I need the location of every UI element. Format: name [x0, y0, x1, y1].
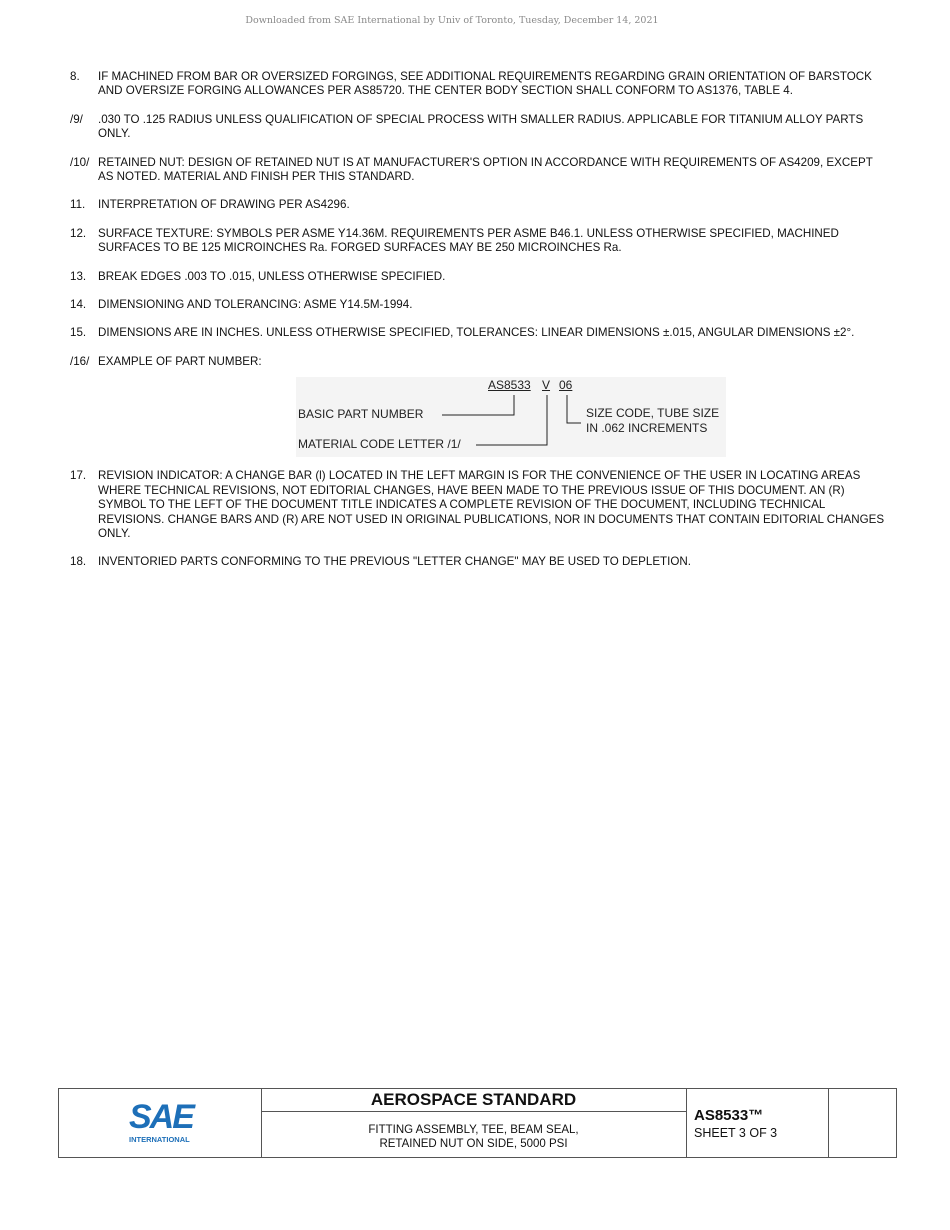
part-base-code: AS8533 [488, 378, 531, 393]
document-number: AS8533™ [694, 1107, 764, 1124]
sae-logo-subtext: INTERNATIONAL [129, 1135, 190, 1144]
note-text: INVENTORIED PARTS CONFORMING TO THE PREVIOUS "LETTER CHANGE" MAY BE USED TO DEPLETION. [98, 555, 691, 569]
note-text: DIMENSIONS ARE IN INCHES. UNLESS OTHERWISE SPECIFIED, TOLERANCES: LINEAR DIMENSIONS ±.015, ANGULAR DIMENSIONS ±2°. [98, 326, 855, 340]
note-16 [70, 355, 890, 369]
note-number: 13. [70, 269, 87, 283]
note-18 [70, 555, 890, 569]
note-9 [70, 113, 890, 142]
note-10 [70, 156, 890, 185]
basic-part-leader [442, 395, 514, 415]
download-watermark: Downloaded from SAE International by Univ of Toronto, Tuesday, December 14, 2021 [245, 15, 659, 26]
note-number: 12. [70, 226, 87, 240]
basic-part-number-label: BASIC PART NUMBER [298, 407, 424, 422]
note-13 [70, 270, 890, 284]
title-block-center [261, 1089, 687, 1157]
note-number: /9/ [70, 112, 83, 126]
sae-logo [59, 1089, 262, 1157]
sae-logo-mark: SAE [129, 1098, 193, 1136]
note-number: 14. [70, 298, 87, 312]
material-leader [476, 395, 547, 445]
note-number: 8. [70, 70, 80, 83]
note-number: 11. [70, 198, 86, 212]
description-line-1: FITTING ASSEMBLY, TEE, BEAM SEAL, [368, 1124, 579, 1136]
note-number: 17. [70, 469, 87, 483]
note-text: SURFACE TEXTURE: SYMBOLS PER ASME Y14.36M. REQUIREMENTS PER ASME B46.1. UNLESS OTHERWISE SPECIFIED, MACHINED SURFACES TO BE 125 MICROINCHES Ra. FORGED SURFACES MAY BE 250 MICROINCHES Ra. [98, 226, 839, 255]
note-11 [70, 198, 890, 212]
note-14 [70, 298, 890, 312]
title-block-number [686, 1089, 829, 1157]
note-text: EXAMPLE OF PART NUMBER: [98, 354, 262, 368]
material-code-label: MATERIAL CODE LETTER /1/ [298, 437, 461, 452]
notes-list [70, 70, 890, 584]
note-number: /10/ [70, 155, 90, 169]
sheet-number: SHEET 3 OF 3 [694, 1126, 778, 1140]
note-text: REVISION INDICATOR: A CHANGE BAR (l) LOCATED IN THE LEFT MARGIN IS FOR THE CONVENIENCE OF THE USER IN LOCATING AREAS WHERE TECHNICAL REVISIONS, NOT EDITORIAL CHANGES, HAVE BEEN MADE TO THE PREVIOUS ISSUE OF THIS DOCUMENT. AN (R) SYMBOL TO THE LEFT OF THE DOCUMENT TITLE INDICATES A COMPLETE REVISION OF THE DOCUMENT, INCLUDING TECHNICAL REVISIONS. CHANGE BARS AND (R) ARE NOT USED IN ORIGINAL PUBLICATIONS, NOR IN DOCUMENTS THAT CONTAIN EDITORIAL CHANGES ONLY. [98, 469, 885, 540]
note-8 [70, 70, 890, 99]
revision-cell [828, 1089, 896, 1157]
note-text: BREAK EDGES .003 TO .015, UNLESS OTHERWISE SPECIFIED. [98, 269, 446, 283]
description-line-2: RETAINED NUT ON SIDE, 5000 PSI [379, 1138, 568, 1150]
note-text: INTERPRETATION OF DRAWING PER AS4296. [98, 198, 350, 212]
note-text: DIMENSIONING AND TOLERANCING: ASME Y14.5M-1994. [98, 298, 413, 312]
size-code-label-line2: IN .062 INCREMENTS [586, 421, 708, 436]
title-block [58, 1088, 897, 1158]
note-number: 18. [70, 555, 87, 569]
note-text: IF MACHINED FROM BAR OR OVERSIZED FORGINGS, SEE ADDITIONAL REQUIREMENTS REGARDING GRAIN ORIENTATION OF BARSTOCK AND OVERSIZE FORGING ALLOWANCES PER AS85720. THE CENTER BODY SECTION SHALL CONFORM TO AS1376, TABLE 4. [98, 70, 872, 98]
part-material-code: V [542, 378, 551, 393]
note-text: .030 TO .125 RADIUS UNLESS QUALIFICATION OF SPECIAL PROCESS WITH SMALLER RADIUS. APPLICABLE FOR TITANIUM ALLOY PARTS ONLY. [98, 112, 864, 141]
note-17 [70, 469, 890, 541]
size-code-label-line1: SIZE CODE, TUBE SIZE [586, 406, 720, 421]
note-12 [70, 227, 890, 256]
document-description [261, 1112, 686, 1151]
standard-type: AEROSPACE STANDARD [261, 1089, 686, 1112]
part-size-code: 06 [559, 378, 573, 393]
note-number: 15. [70, 326, 87, 340]
note-15 [70, 326, 890, 340]
size-leader [567, 395, 581, 423]
note-text: RETAINED NUT: DESIGN OF RETAINED NUT IS AT MANUFACTURER'S OPTION IN ACCORDANCE WITH REQUIREMENTS OF AS4209, EXCEPT AS NOTED. MATERIAL AND FINISH PER THIS STANDARD. [98, 155, 873, 184]
note-number: /16/ [70, 354, 90, 368]
part-number-example-diagram [296, 377, 726, 457]
